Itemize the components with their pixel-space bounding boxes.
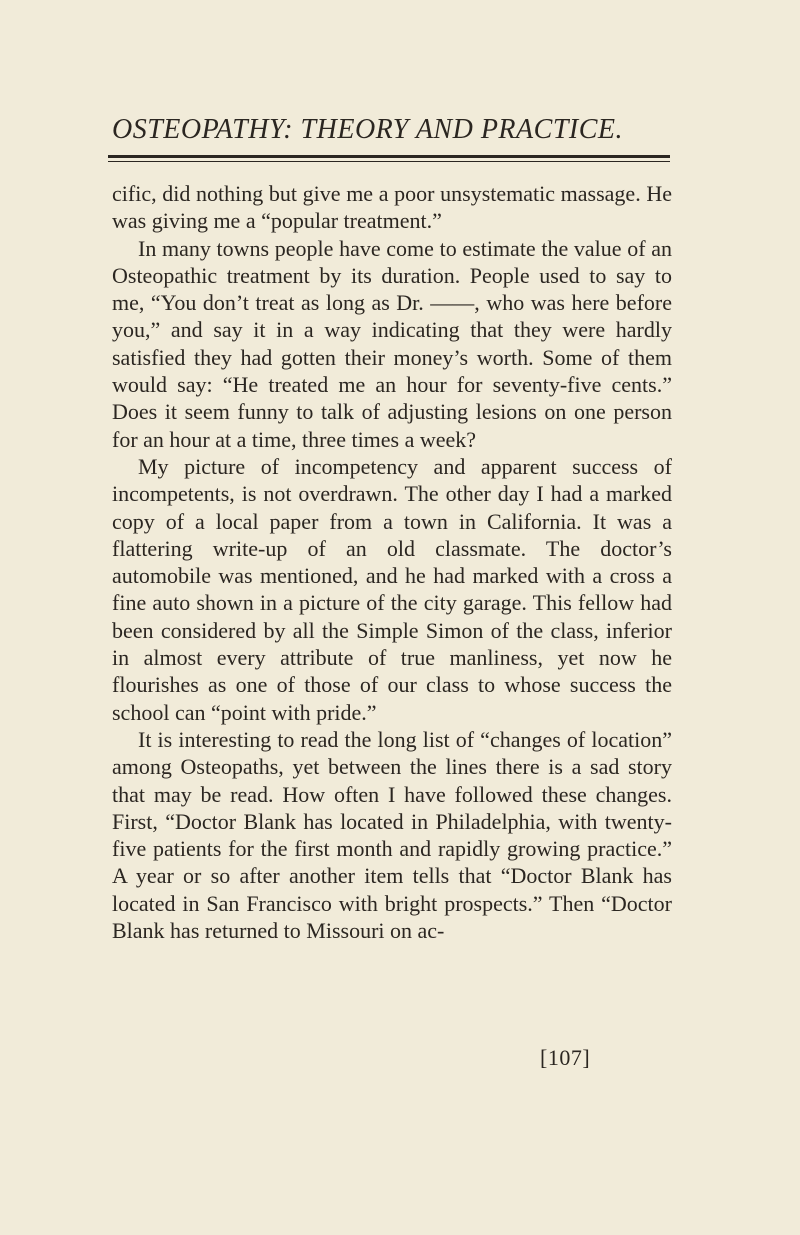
body-text [112, 180, 672, 944]
paragraph-4: It is interesting to read the long list of “changes of location” among Osteopaths, yet between the lines there is a sad story that may be read. How often I have followed these changes. First, “Doctor Blank has located in Philadelphia, with twenty-five patients for the first month and rapidly growing practice.” A year or so after another item tells that “Doctor Blank has located in San Francisco with bright prospects.” Then “Doctor Blank has returned to Missouri on ac- [112, 726, 672, 944]
header-rule-thick [108, 155, 670, 158]
paragraph-1: cific, did nothing but give me a poor unsystematic massage. He was giving me a “popular treatment.” [112, 181, 672, 234]
header-rule-thin [108, 161, 670, 162]
running-head: OSTEOPATHY: THEORY AND PRACTICE. [112, 114, 623, 145]
paragraph-3: My picture of incompetency and apparent success of incompetents, is not overdrawn. The other day I had a marked copy of a local paper from a town in California. It was a flattering write-up of an old classmate. The doctor’s automobile was mentioned, and he had marked with a cross a fine auto shown in a picture of the city garage. This fellow had been considered by all the Simple Simon of the class, inferior in almost every attribute of true manliness, yet now he flourishes as one of those of our class to whose success the school can “point with pride.” [112, 453, 672, 725]
page-number: [107] [540, 1045, 591, 1070]
paragraph-2: In many towns people have come to estimate the value of an Osteopathic treatment by its duration. People used to say to me, “You don’t treat as long as Dr. ——, who was here before you,” and say it in a way indicating that they were hardly satisfied they had gotten their money’s worth. Some of them would say: “He treated me an hour for seventy-five cents.” Does it seem funny to talk of adjusting lesions on one person for an hour at a time, three times a week? [112, 235, 672, 452]
